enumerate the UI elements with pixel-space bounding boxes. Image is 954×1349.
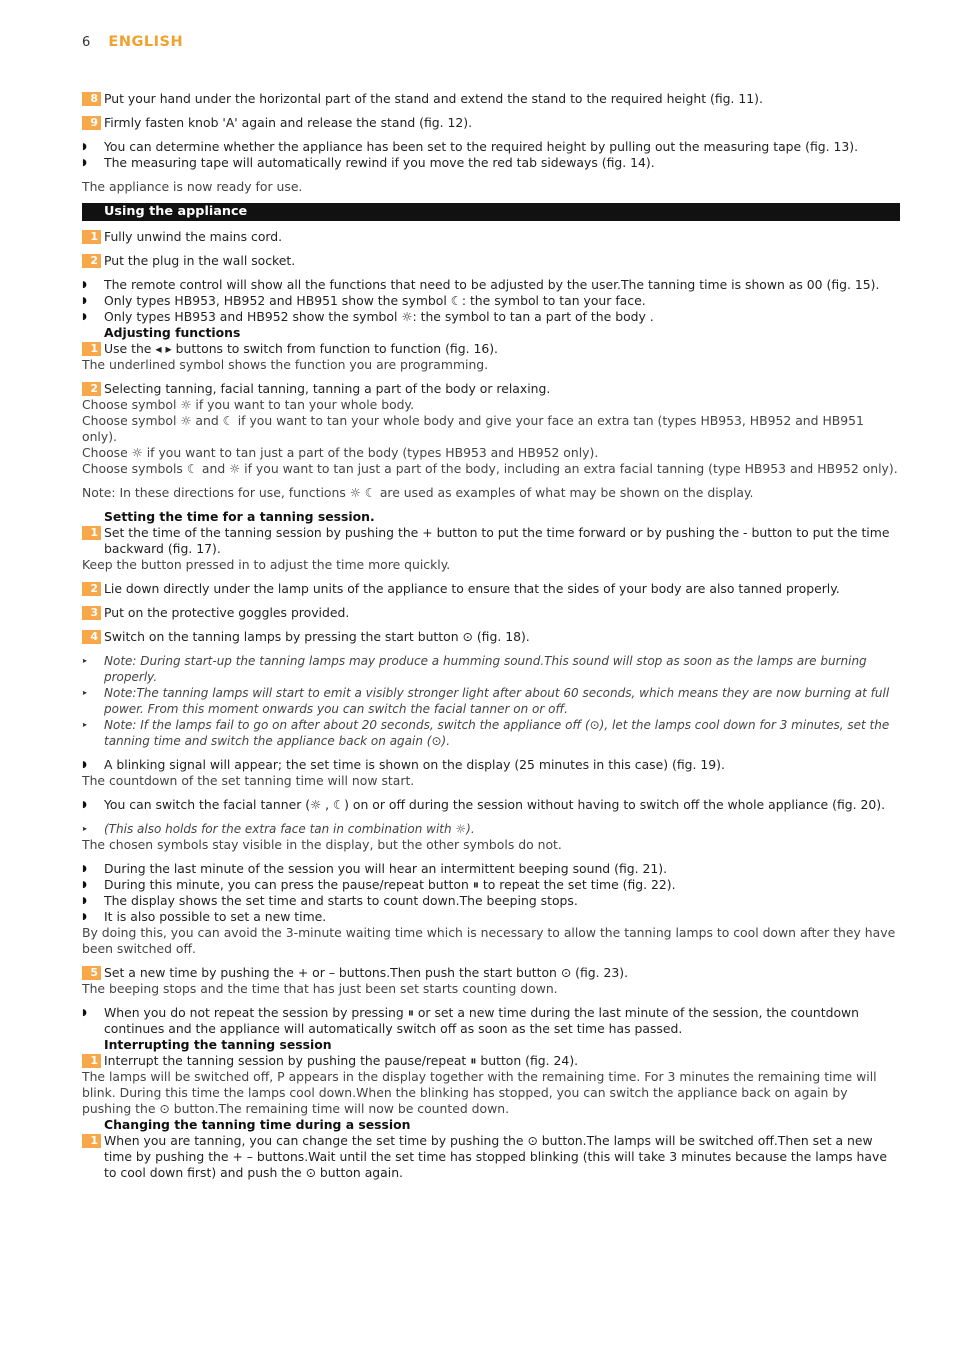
bullet-item [82, 277, 900, 293]
bullet-text: The display shows the set time and starts to count down.The beeping stops. [104, 893, 578, 908]
body-text: The underlined symbol shows the function you are programming. [82, 357, 489, 372]
subsection-heading: Changing the tanning time during a session [104, 1117, 411, 1132]
bullet-marker-icon: ◗ [82, 142, 87, 152]
numbered-step [82, 525, 900, 557]
bullet-item [82, 309, 900, 325]
spacer [82, 997, 900, 1005]
step-text: Firmly fasten knob 'A' again and release the stand (fig. 12). [104, 115, 473, 130]
bullet-text: The measuring tape will automatically rewind if you move the red tab sideways (fig. 14). [104, 155, 655, 170]
spacer [82, 131, 900, 139]
step-number-badge: 1 [82, 1134, 101, 1148]
numbered-step [82, 91, 900, 107]
page-number: 6 [82, 35, 91, 50]
bullet-marker-icon: ◗ [82, 912, 87, 922]
bullet-marker-icon: ◗ [82, 880, 87, 890]
spacer [82, 621, 900, 629]
spacer [82, 245, 900, 253]
body-text: Note: In these directions for use, functions ☼ ☾ are used as examples of what may be shown on the display. [82, 485, 754, 500]
numbered-step [82, 229, 900, 245]
step-number-badge: 5 [82, 966, 101, 980]
numbered-step [82, 965, 900, 981]
body-text: The chosen symbols stay visible in the display, but the other symbols do not. [82, 837, 562, 852]
bullet-text: You can determine whether the appliance has been set to the required height by pulling out the measuring tape (fig. 13). [104, 139, 859, 154]
step-number-badge: 2 [82, 254, 101, 268]
spacer [82, 171, 900, 179]
bullet-text: During the last minute of the session you will hear an intermittent beeping sound (fig. 21). [104, 861, 668, 876]
step-number-badge: 1 [82, 526, 101, 540]
note-item [82, 653, 900, 685]
bullet-text: During this minute, you can press the pause/repeat button ⏸ to repeat the set time (fig. 22). [104, 877, 676, 892]
bullet-text: A blinking signal will appear; the set time is shown on the display (25 minutes in this case) (fig. 19). [104, 757, 725, 772]
manual-content [82, 91, 900, 1181]
body-text: Choose ☼ if you want to tan just a part of the body (types HB953 and HB952 only). [82, 445, 599, 460]
note-marker-icon: ▸ [83, 824, 88, 833]
bullet-item [82, 861, 900, 877]
spacer [82, 373, 900, 381]
numbered-step [82, 381, 900, 397]
bullet-text: You can switch the facial tanner (☼ , ☾) on or off during the session without having to switch off the whole appliance (fig. 20). [104, 797, 886, 812]
spacer [82, 477, 900, 485]
bullet-text: Only types HB953 and HB952 show the symbol ☼: the symbol to tan a part of the body . [104, 309, 654, 324]
bullet-item [82, 139, 900, 155]
bullet-marker-icon: ◗ [82, 896, 87, 906]
step-number-badge: 2 [82, 382, 101, 396]
note-marker-icon: ▸ [83, 688, 88, 697]
spacer [82, 853, 900, 861]
bullet-marker-icon: ◗ [82, 800, 87, 810]
bullet-item [82, 757, 900, 773]
subsection-heading: Interrupting the tanning session [104, 1037, 332, 1052]
step-text: Fully unwind the mains cord. [104, 229, 283, 244]
spacer [82, 269, 900, 277]
step-number-badge: 8 [82, 92, 101, 106]
numbered-step [82, 253, 900, 269]
bullet-item [82, 877, 900, 893]
note-item [82, 685, 900, 717]
step-number-badge: 1 [82, 342, 101, 356]
bullet-item [82, 909, 900, 925]
bullet-item [82, 293, 900, 309]
note-item [82, 821, 900, 837]
step-text: Interrupt the tanning session by pushing the pause/repeat ⏸ button (fig. 24). [104, 1053, 579, 1068]
language-heading: ENGLISH [108, 34, 184, 50]
bullet-marker-icon: ◗ [82, 312, 87, 322]
note-marker-icon: ▸ [83, 656, 88, 665]
bullet-item [82, 1005, 900, 1037]
spacer [82, 573, 900, 581]
spacer [82, 645, 900, 653]
section-heading-bar: Using the appliance [82, 203, 900, 221]
note-text: Note: During start-up the tanning lamps may produce a humming sound.This sound will stop as soon as the lamps are burning properly. [104, 654, 867, 684]
bullet-text: It is also possible to set a new time. [104, 909, 327, 924]
bullet-text: When you do not repeat the session by pressing ⏸ or set a new time during the last minute of the session, the countdown continues and the appliance will automatically switch off as soon as the set time has passed. [104, 1005, 860, 1036]
step-number-badge: 9 [82, 116, 101, 130]
step-text: Set the time of the tanning session by pushing the + button to put the time forward or by pushing the - button to put the time backward (fig. 17). [104, 525, 890, 556]
step-text: When you are tanning, you can change the set time by pushing the ⊙ button.The lamps will be switched off.Then set a new time by pushing the + – buttons.Wait until the set time has stopped blinking (this will take 3 minutes because the lamps have to cool down first) and push the ⊙ button again. [104, 1133, 887, 1180]
step-text: Put your hand under the horizontal part of the stand and extend the stand to the required height (fig. 11). [104, 91, 763, 106]
step-text: Put on the protective goggles provided. [104, 605, 350, 620]
page-header [82, 34, 183, 50]
spacer [82, 749, 900, 757]
step-text: Switch on the tanning lamps by pressing the start button ⊙ (fig. 18). [104, 629, 530, 644]
spacer [82, 597, 900, 605]
bullet-item [82, 155, 900, 171]
step-text: Lie down directly under the lamp units of the appliance to ensure that the sides of your body are also tanned properly. [104, 581, 840, 596]
numbered-step [82, 581, 900, 597]
bullet-marker-icon: ◗ [82, 280, 87, 290]
step-text: Set a new time by pushing the + or – buttons.Then push the start button ⊙ (fig. 23). [104, 965, 629, 980]
spacer [82, 195, 900, 203]
bullet-text: The remote control will show all the functions that need to be adjusted by the user.The tanning time is shown as 00 (fig. 15). [104, 277, 880, 292]
step-text: Put the plug in the wall socket. [104, 253, 296, 268]
subsection-heading: Setting the time for a tanning session. [104, 509, 375, 524]
note-text: Note: If the lamps fail to go on after about 20 seconds, switch the appliance off (⊙), let the lamps cool down for 3 minutes, set the tanning time and switch the appliance back on again (⊙). [104, 718, 890, 748]
step-number-badge: 1 [82, 1054, 101, 1068]
subsection-heading: Adjusting functions [104, 325, 241, 340]
body-text: The countdown of the set tanning time will now start. [82, 773, 415, 788]
spacer [82, 789, 900, 797]
step-number-badge: 1 [82, 230, 101, 244]
body-text: Choose symbol ☼ if you want to tan your whole body. [82, 397, 415, 412]
body-text: By doing this, you can avoid the 3-minute waiting time which is necessary to allow the tanning lamps to cool down after they have been switched off. [82, 925, 896, 956]
spacer [82, 501, 900, 509]
body-text: The beeping stops and the time that has just been set starts counting down. [82, 981, 558, 996]
step-number-badge: 3 [82, 606, 101, 620]
numbered-step [82, 605, 900, 621]
note-text: Note:The tanning lamps will start to emit a visibly stronger light after about 60 seconds, which means they are now burning at full power. From this moment onwards you can switch the facial tanner on or off. [104, 686, 890, 716]
numbered-step [82, 1133, 900, 1181]
step-text: Selecting tanning, facial tanning, tanning a part of the body or relaxing. [104, 381, 551, 396]
body-text: Choose symbol ☼ and ☾ if you want to tan your whole body and give your face an extra tan (types HB953, HB952 and HB951 only). [82, 413, 864, 444]
bullet-item [82, 797, 900, 813]
spacer [82, 221, 900, 229]
bullet-item [82, 893, 900, 909]
numbered-step [82, 115, 900, 131]
numbered-step [82, 1053, 900, 1069]
bullet-marker-icon: ◗ [82, 296, 87, 306]
step-number-badge: 2 [82, 582, 101, 596]
bullet-text: Only types HB953, HB952 and HB951 show the symbol ☾: the symbol to tan your face. [104, 293, 646, 308]
numbered-step [82, 341, 900, 357]
numbered-step [82, 629, 900, 645]
step-number-badge: 4 [82, 630, 101, 644]
note-item [82, 717, 900, 749]
spacer [82, 957, 900, 965]
note-marker-icon: ▸ [83, 720, 88, 729]
bullet-marker-icon: ◗ [82, 864, 87, 874]
spacer [82, 813, 900, 821]
bullet-marker-icon: ◗ [82, 1008, 87, 1018]
body-text: The lamps will be switched off, P appears in the display together with the remaining time. For 3 minutes the remaining time will blink. During this time the lamps cool down.When the blinking has stopped, you can switch the appliance back on again by pushing the ⊙ button.The remaining time will now be counted down. [82, 1069, 877, 1116]
step-text: Use the ◂ ▸ buttons to switch from function to function (fig. 16). [104, 341, 498, 356]
note-text: (This also holds for the extra face tan in combination with ☼). [104, 822, 475, 836]
spacer [82, 107, 900, 115]
body-text: The appliance is now ready for use. [82, 179, 303, 194]
body-text: Keep the button pressed in to adjust the time more quickly. [82, 557, 451, 572]
bullet-marker-icon: ◗ [82, 760, 87, 770]
bullet-marker-icon: ◗ [82, 158, 87, 168]
body-text: Choose symbols ☾ and ☼ if you want to tan just a part of the body, including an extra facial tanning (type HB953 and HB952 only). [82, 461, 898, 476]
